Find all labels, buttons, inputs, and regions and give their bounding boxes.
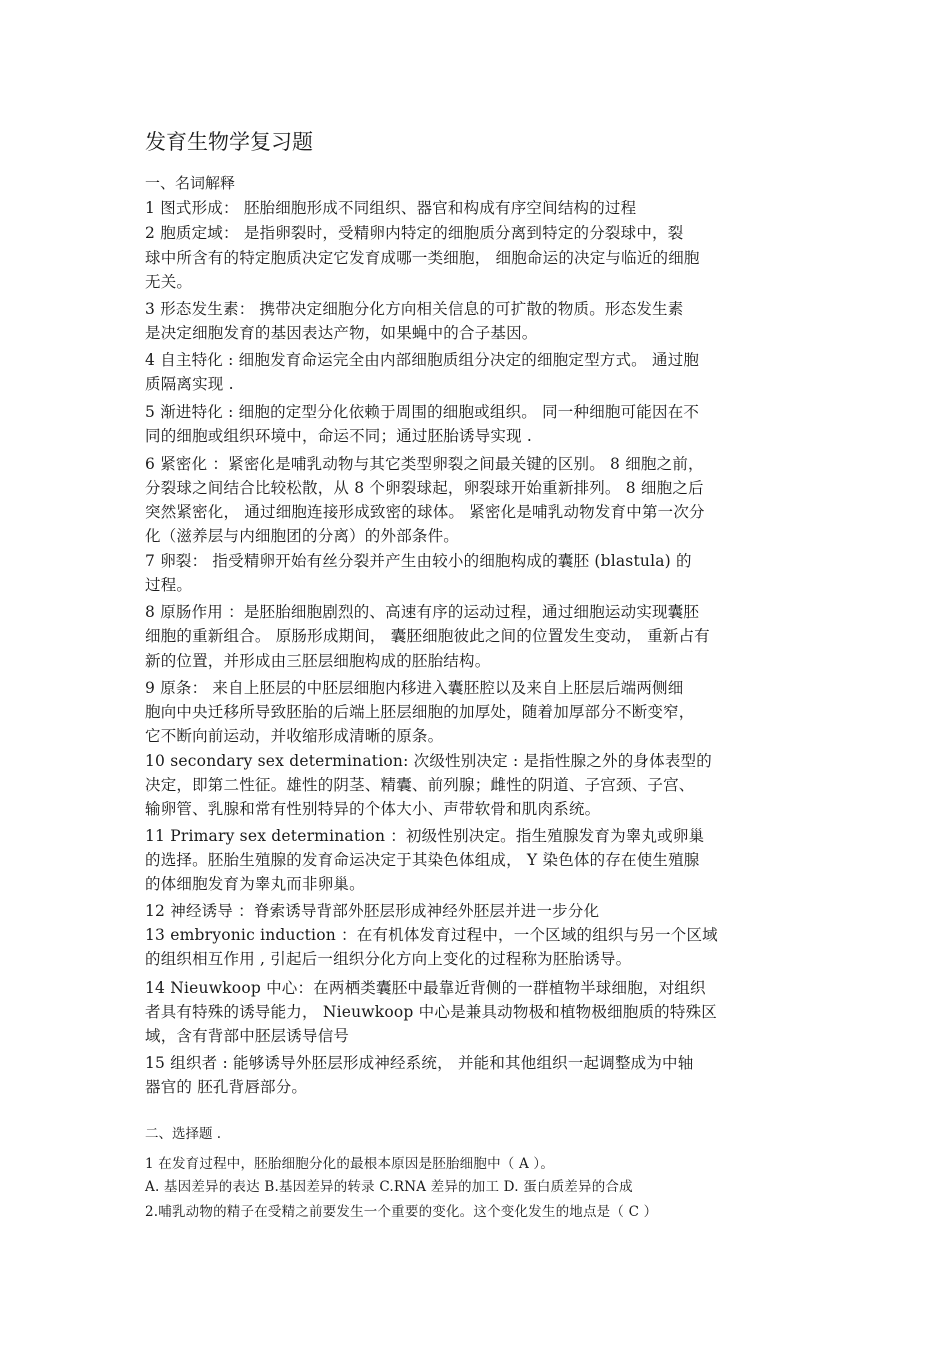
definition-line: 9 原条： 来自上胚层的中胚层细胞内移进入囊胚腔以及来自上胚层后端两侧细 <box>145 679 684 697</box>
definition-line: 7 卵裂： 指受精卵开始有丝分裂并产生由较小的细胞构成的囊胚 (blastula) 的 <box>145 552 692 570</box>
definition-line: 11 Primary sex determination ：初级性别决定。指生殖腺发育为睾丸或卵巢 <box>145 827 705 845</box>
definition-line: 质隔离实现 . <box>145 375 234 393</box>
definition-line: 的体细胞发育为睾丸而非卵巢。 <box>145 875 365 893</box>
section-heading-definitions: 一、名词解释 <box>145 174 236 192</box>
definition-line: 6 紧密化 ：紧密化是哺乳动物与其它类型卵裂之间最关键的区别。 8 细胞之前， <box>145 455 704 473</box>
definition-line: 决定，即第二性征。雄性的阴茎、精囊、前列腺；雌性的阴道、子宫颈、子宫、 <box>145 776 695 794</box>
question-1-options: A. 基因差异的表达 B.基因差异的转录 C.RNA 差异的加工 D. 蛋白质差异的合成 <box>145 1179 633 1195</box>
definition-line: 新的位置，并形成由三胚层细胞构成的胚胎结构。 <box>145 652 491 670</box>
definition-line: 8 原肠作用 ：是胚胎细胞剧烈的、高速有序的运动过程，通过细胞运动实现囊胚 <box>145 603 700 621</box>
definition-line: 它不断向前运动，并收缩形成清晰的原条。 <box>145 727 444 745</box>
definition-line: 2 胞质定域： 是指卵裂时，受精卵内特定的细胞质分离到特定的分裂球中，裂 <box>145 224 684 242</box>
definition-line: 13 embryonic induction ：在有机体发育过程中，一个区域的组织与另一个区域 <box>145 926 718 944</box>
definition-line: 者具有特殊的诱导能力， Nieuwkoop 中心是兼具动物极和植物极细胞质的特殊区 <box>145 1003 717 1021</box>
definition-line: 输卵管、乳腺和常有性别特异的个体大小、声带软骨和肌肉系统。 <box>145 800 601 818</box>
definition-line: 化（滋养层与内细胞团的分离）的外部条件。 <box>145 527 460 545</box>
definition-line: 是决定细胞发育的基因表达产物，如果蝇中的合子基因。 <box>145 324 538 342</box>
definition-line: 突然紧密化， 通过细胞连接形成致密的球体。 紧密化是哺乳动物发育中第一次分 <box>145 503 705 521</box>
question-1: 1 在发育过程中，胚胎细胞分化的最根本原因是胚胎细胞中（ A ）。 <box>145 1156 555 1172</box>
definition-line: 的组织相互作用 , 引起后一组织分化方向上变化的过程称为胚胎诱导。 <box>145 950 632 968</box>
definition-line: 无关。 <box>145 273 193 291</box>
definition-line: 12 神经诱导 ：脊索诱导背部外胚层形成神经外胚层并进一步分化 <box>145 902 600 920</box>
definition-line: 过程。 <box>145 576 193 594</box>
definition-line: 1 图式形成： 胚胎细胞形成不同组织、器官和构成有序空间结构的过程 <box>145 199 637 217</box>
definition-line: 14 Nieuwkoop 中心：在两栖类囊胚中最靠近背侧的一群植物半球细胞，对组织 <box>145 979 706 997</box>
definition-line: 器官的 胚孔背唇部分。 <box>145 1078 308 1096</box>
definition-line: 球中所含有的特定胞质决定它发育成哪一类细胞， 细胞命运的决定与临近的细胞 <box>145 249 700 267</box>
definition-line: 胞向中央迁移所导致胚胎的后端上胚层细胞的加厚处，随着加厚部分不断变窄， <box>145 703 695 721</box>
section-heading-choice: 二、选择题 . <box>145 1126 222 1142</box>
definition-line: 15 组织者 : 能够诱导外胚层形成神经系统， 并能和其他组织一起调整成为中轴 <box>145 1054 694 1072</box>
definition-line: 分裂球之间结合比较松散，从 8 个卵裂球起，卵裂球开始重新排列。 8 细胞之后 <box>145 479 704 497</box>
definition-line: 4 自主特化 : 细胞发育命运完全由内部细胞质组分决定的细胞定型方式。 通过胞 <box>145 351 700 369</box>
definition-line: 域，含有背部中胚层诱导信号 <box>145 1027 350 1045</box>
definition-line: 5 渐进特化 : 细胞的定型分化依赖于周围的细胞或组织。 同一种细胞可能因在不 <box>145 403 700 421</box>
definition-line: 细胞的重新组合。 原肠形成期间， 囊胚细胞彼此之间的位置发生变动， 重新占有 <box>145 627 710 645</box>
definition-line: 同的细胞或组织环境中，命运不同；通过胚胎诱导实现 . <box>145 427 533 445</box>
definition-line: 的选择。胚胎生殖腺的发育命运决定于其染色体组成， Y 染色体的存在使生殖腺 <box>145 851 700 869</box>
definition-line: 10 secondary sex determination: 次级性别决定 : 是指性腺之外的身体表型的 <box>145 752 712 770</box>
definition-line: 3 形态发生素： 携带决定细胞分化方向相关信息的可扩散的物质。形态发生素 <box>145 300 684 318</box>
page-title: 发育生物学复习题 <box>145 130 313 154</box>
question-2: 2.哺乳动物的精子在受精之前要发生一个重要的变化。这个变化发生的地点是（ C ） <box>145 1204 658 1220</box>
